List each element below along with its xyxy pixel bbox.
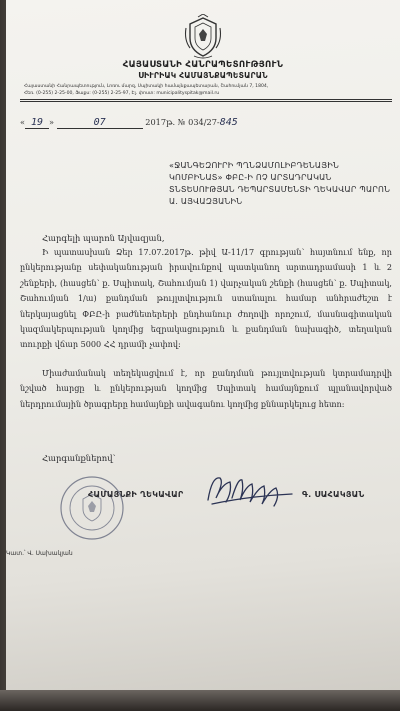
header-divider-thin xyxy=(20,101,392,102)
date-day: 19 xyxy=(25,117,49,129)
header-divider xyxy=(20,99,392,100)
coat-of-arms-emblem xyxy=(182,14,224,60)
document-number-handwritten: 845 xyxy=(219,117,238,128)
signer-title: ՀԱՄԱՅՆՔԻ ՂԵԿԱՎԱՐ xyxy=(88,490,184,499)
body-paragraph-2: Միաժամանակ տեղեկացվում է, որ քանդման թույլտվության կտրամադրվի նշված հարցը և ընկերության կողմից Սպիտակ համայնքում պլանավորված ներդրումային ծրագրերը համայնքի ավագանու կողմից քննարկելուց հետո: xyxy=(20,368,392,409)
org-name-line2: ՍԻՒՐԻԱԿ ՀԱՄԱՅՆՔԱՊԵՏԱՐԱՆ xyxy=(138,71,268,80)
photo-shadow-bottom xyxy=(0,690,400,711)
official-stamp xyxy=(58,474,126,542)
year-number-label: 2017թ. № xyxy=(145,117,186,127)
date-month: 07 xyxy=(57,117,143,129)
body-paragraph-1: Ի պատասխան Ձեր 17.07.2017թ. թիվ Ա-11/17 գրության՝ հայտնում ենք, որ ընկերությանը սեփականության իրավունքով պատկանող արտադրամասի 1 և 2 շենքերի, (հասցեն՝ ք. Սպիտակ, Շահումյան 1) վարչական շենքի (հասցեն՝ ք. Սպիտակ, Շահումյան 1/ա) քանդման թույլտվություն ստանալու համար անհրաժեշտ է ներկայացնել ՓԲԸ-ի բաժնետերերի ընդհանուր ժողովի որոշում, մասնագիտական կազմակերպության կողմից եզրակացություն և քանդման նախագիծ, տեղական տուրքի վճար 5000 ՀՀ դրամի չափով: xyxy=(20,247,392,350)
addressee-block: «ՋԱՆԳԵԶՈՒՐԻ ՊՂՆՁԱՄՈԼԻԲԴԵՆԱՅԻՆ ԿՈՄԲԻՆԱՏ» ՓԲԸ-Ի ՈՉ ԱՐՏԱԴՐԱԿԱՆ ՏՆՏԵՍՈՒԹՅԱՆ ԴԵՊԱՐՏԱՄԵՆՏԻ ՂԵԿԱՎԱՐ ՊԱՐՈՆ Ա. ԱՅՎԱԶՅԱՆԻՆ xyxy=(169,161,391,206)
org-name-line1: ՀԱՅԱՍՏԱՆԻ ՀԱՆՐԱՊԵՏՈՒԹՅՈՒՆ xyxy=(122,60,284,70)
contact-line: Հեռ. (0-255) 2-25-00, Ֆաքս: (0-255) 2-25-97, Էլ. փոստ: municipalityspitak@mail.ru xyxy=(24,91,220,96)
address-line1: Հայաստանի Հանրապետություն, Լոռու մարզ, Սպիտակի համայնքապետարան, Շահումյան 7, 1804, xyxy=(24,84,269,89)
handwritten-signature xyxy=(202,470,298,512)
signer-name: Գ. ՍԱՀԱԿՅԱՆ xyxy=(302,490,365,499)
executor-note: Կատ.՝ Վ. Սախակյան xyxy=(6,550,73,557)
date-number-line: « 19 » 07 2017թ. № 034/27-845 xyxy=(20,117,238,128)
document-number-prefix: 034/27- xyxy=(188,117,220,127)
closing-respect: Հարգանքներով՝ xyxy=(42,453,116,463)
letter-page xyxy=(6,0,400,697)
greeting: Հարգելի պարոն Այվազյան, xyxy=(42,233,165,243)
